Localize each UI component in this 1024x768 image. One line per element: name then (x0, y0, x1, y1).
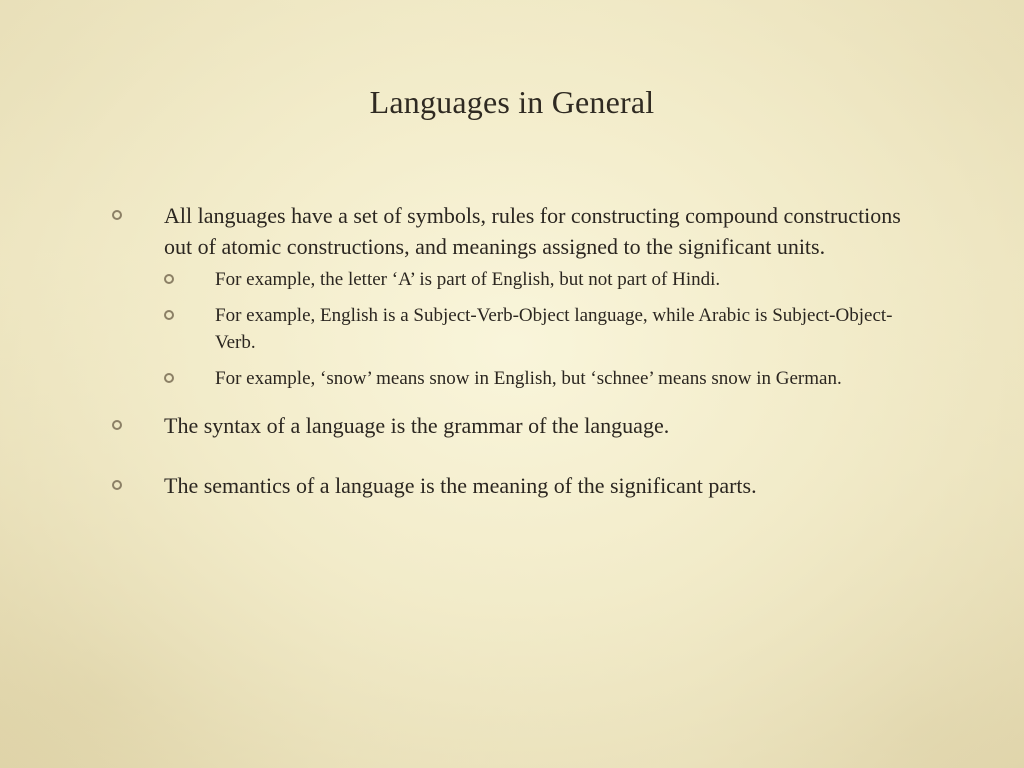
hollow-circle-bullet-icon (164, 310, 174, 320)
bullet-item (110, 470, 910, 501)
hollow-circle-bullet-icon (164, 274, 174, 284)
hollow-circle-bullet-icon (164, 373, 174, 383)
sub-bullet-text: For example, English is a Subject-Verb-Object language, while Arabic is Subject-Object-Verb. (215, 305, 893, 353)
sub-bullet-item (164, 365, 910, 392)
hollow-circle-bullet-icon (112, 210, 122, 220)
slide-content (110, 200, 910, 501)
hollow-circle-bullet-icon (112, 420, 122, 430)
sub-bullet-item (164, 302, 910, 356)
sub-bullet-item (164, 266, 910, 293)
sub-bullet-text: For example, the letter ‘A’ is part of English, but not part of Hindi. (215, 269, 721, 290)
bullet-text: The semantics of a language is the meaning of the significant parts. (164, 473, 757, 498)
sub-bullet-text: For example, ‘snow’ means snow in English, but ‘schnee’ means snow in German. (215, 368, 842, 389)
sub-bullet-list (164, 266, 910, 392)
bullet-item (110, 200, 910, 392)
bullet-text: The syntax of a language is the grammar of the language. (164, 413, 670, 438)
hollow-circle-bullet-icon (112, 480, 122, 490)
bullet-text: All languages have a set of symbols, rules for constructing compound constructions out of atomic constructions, and meanings assigned to the significant units. (164, 203, 901, 259)
bullet-item (110, 410, 910, 441)
slide-title: Languages in General (369, 84, 655, 120)
